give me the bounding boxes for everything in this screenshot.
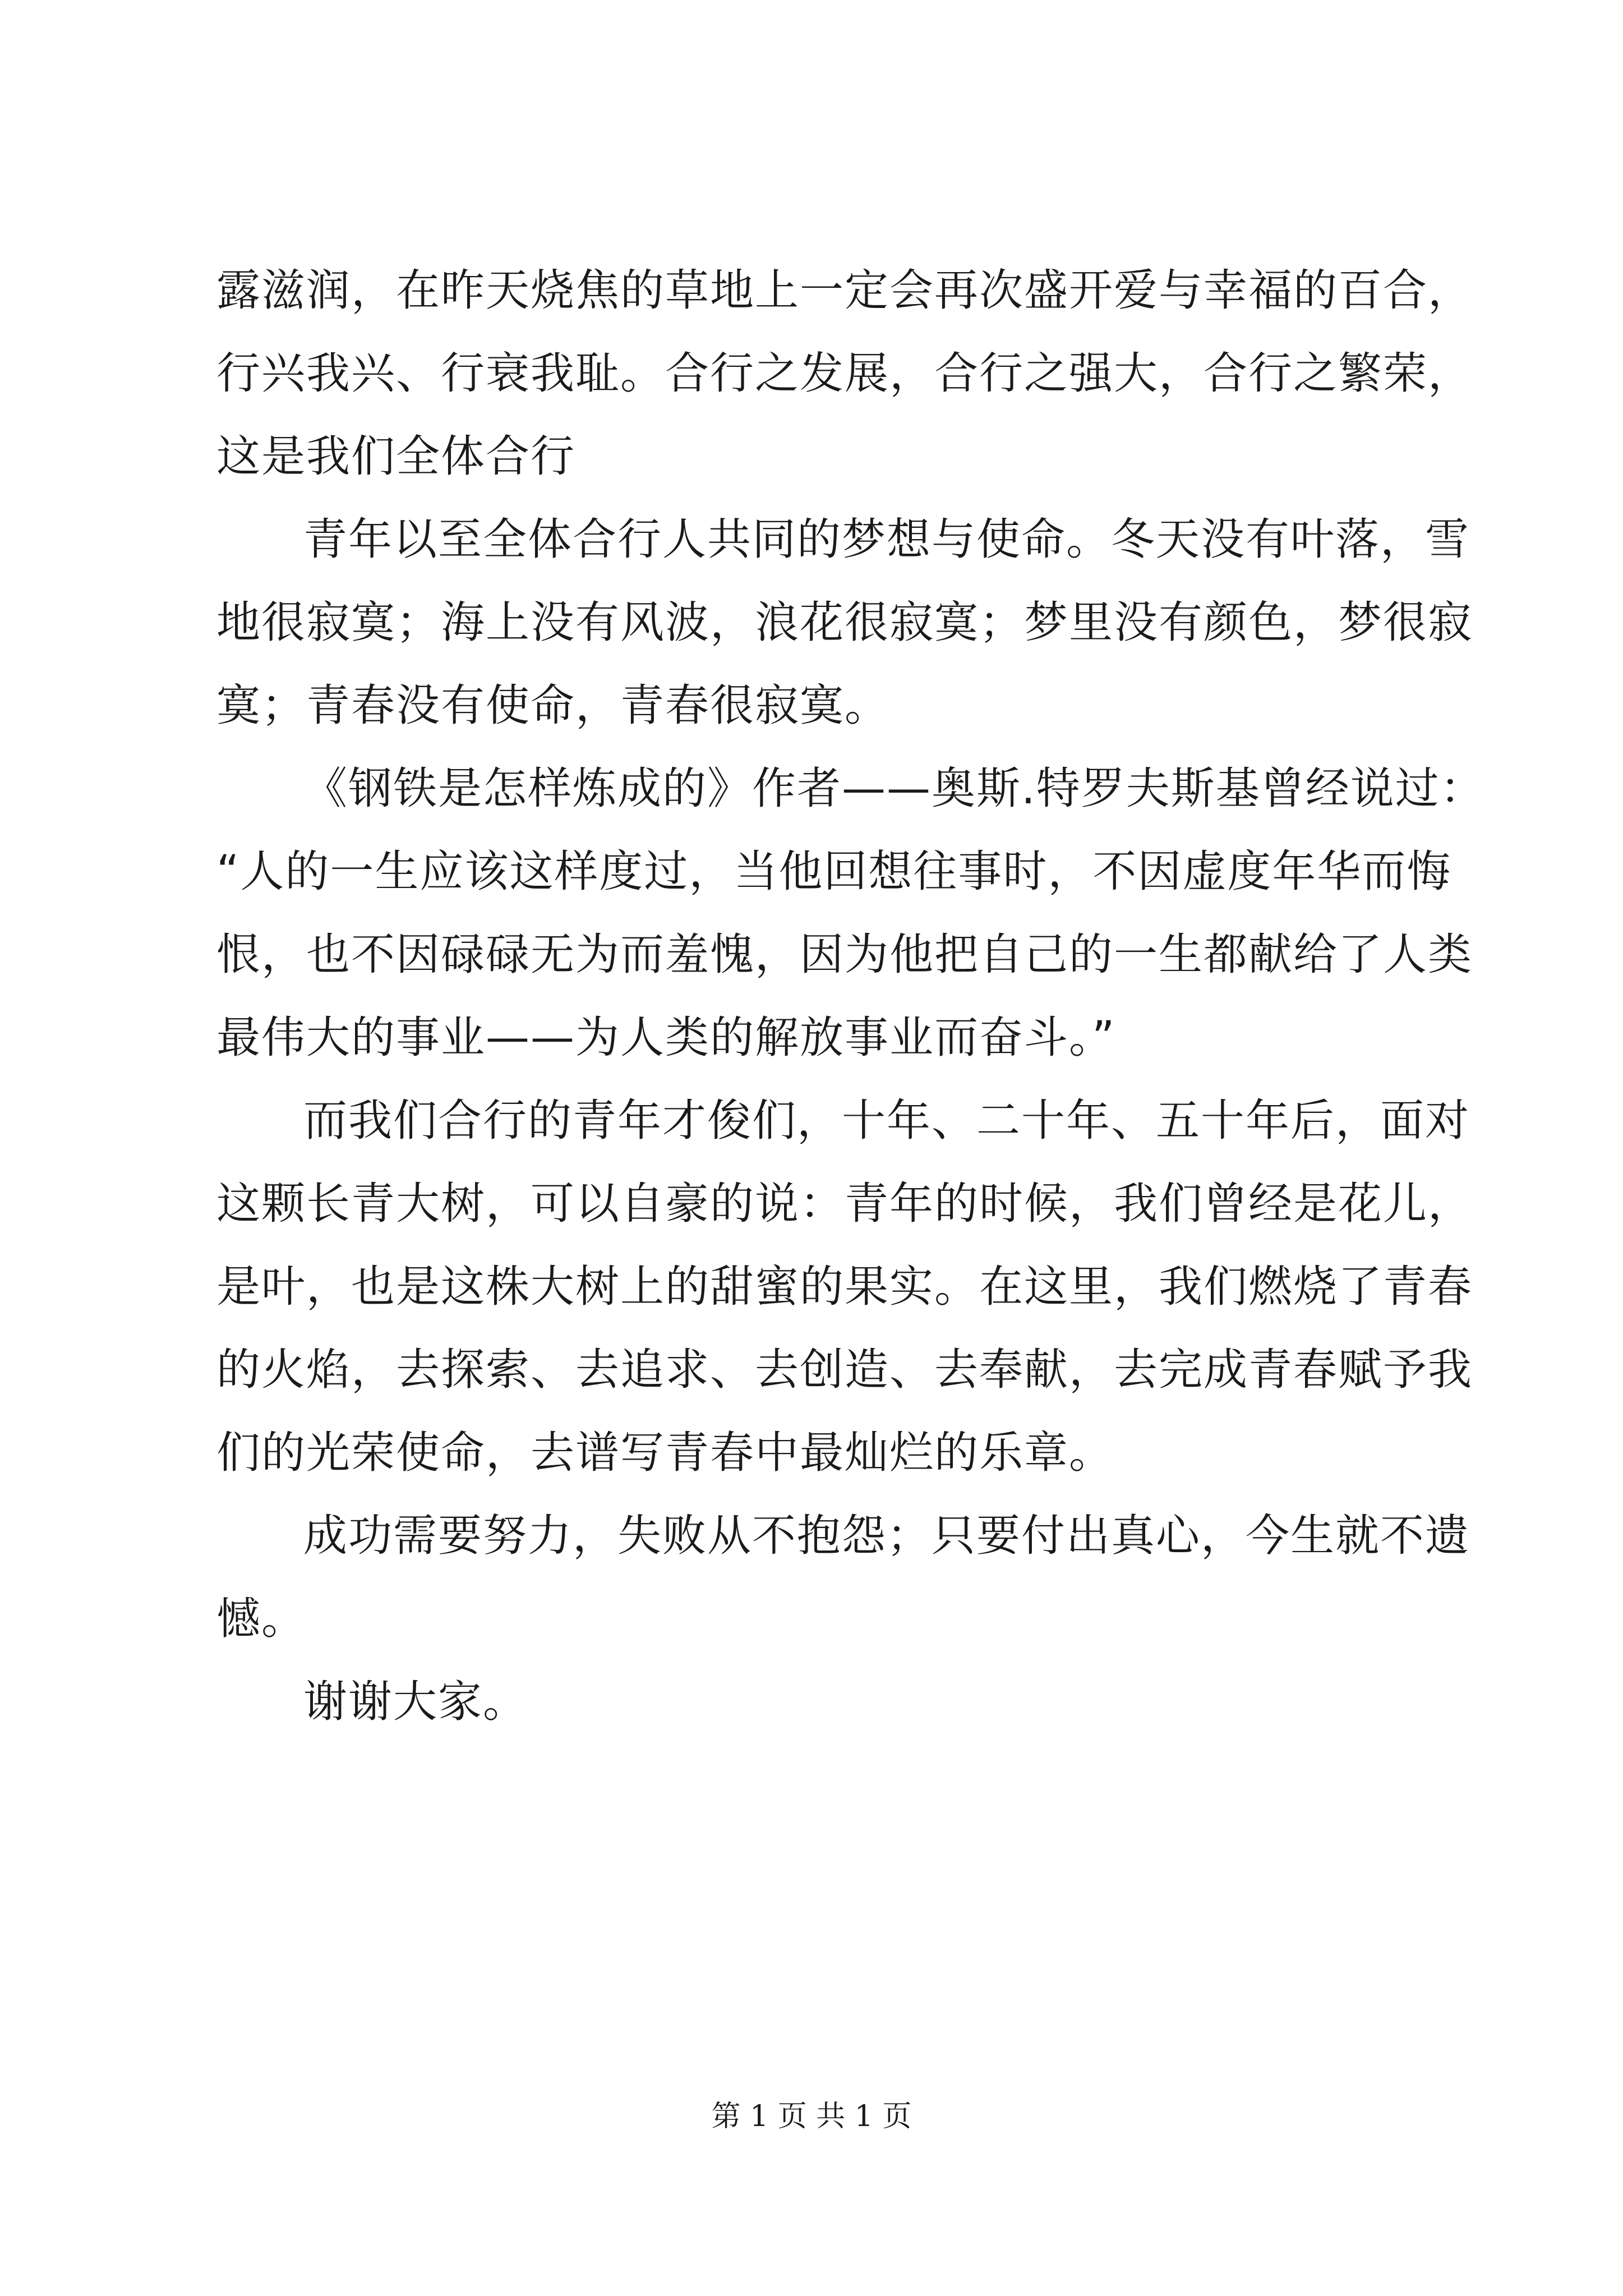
paragraph-3-line-2: “人的一生应该这样度过，当他回想往事时，不因虚度年华而悔 <box>216 846 1452 897</box>
paragraph-2-line-2: 地很寂寞；海上没有风波，浪花很寂寞；梦里没有颜色，梦很寂 <box>216 597 1473 648</box>
paragraph-4-line-3: 是叶，也是这株大树上的甜蜜的果实。在这里，我们燃烧了青春 <box>216 1262 1473 1312</box>
paragraph-4-line-5: 们的光荣使命，去谱写青春中最灿烂的乐章。 <box>216 1428 1114 1478</box>
paragraph-4-line-1: 而我们合行的青年才俊们，十年、二十年、五十年后，面对 <box>303 1096 1470 1146</box>
paragraph-1-line-3: 这是我们全体合行 <box>216 431 576 482</box>
paragraph-3-line-1: 《钢铁是怎样炼成的》作者——奥斯.特罗夫斯基曾经说过： <box>303 763 1485 814</box>
paragraph-2-line-1: 青年以至全体合行人共同的梦想与使命。冬天没有叶落，雪 <box>303 514 1470 565</box>
paragraph-6-line-1: 谢谢大家。 <box>303 1677 528 1727</box>
paragraph-4-line-2: 这颗长青大树，可以自豪的说：青年的时候，我们曾经是花儿， <box>216 1179 1473 1229</box>
paragraph-1-line-2: 行兴我兴、行衰我耻。合行之发展，合行之强大，合行之繁荣， <box>216 348 1473 399</box>
page-number-footer: 第 1 页 共 1 页 <box>711 2100 912 2133</box>
paragraph-3-line-4: 最伟大的事业——为人类的解放事业而奋斗。” <box>216 1013 1116 1063</box>
paragraph-5-line-2: 憾。 <box>216 1594 307 1644</box>
paragraph-4-line-4: 的火焰，去探索、去追求、去创造、去奉献，去完成青春赋予我 <box>216 1345 1473 1395</box>
paragraph-5-line-1: 成功需要努力，失败从不抱怨；只要付出真心，今生就不遗 <box>303 1511 1470 1561</box>
paragraph-2-line-3: 寞；青春没有使命，青春很寂寞。 <box>216 680 890 731</box>
paragraph-3-line-3: 恨，也不因碌碌无为而羞愧，因为他把自己的一生都献给了人类 <box>216 930 1473 980</box>
paragraph-1-line-1: 露滋润，在昨天烧焦的草地上一定会再次盛开爱与幸福的百合， <box>216 265 1473 316</box>
